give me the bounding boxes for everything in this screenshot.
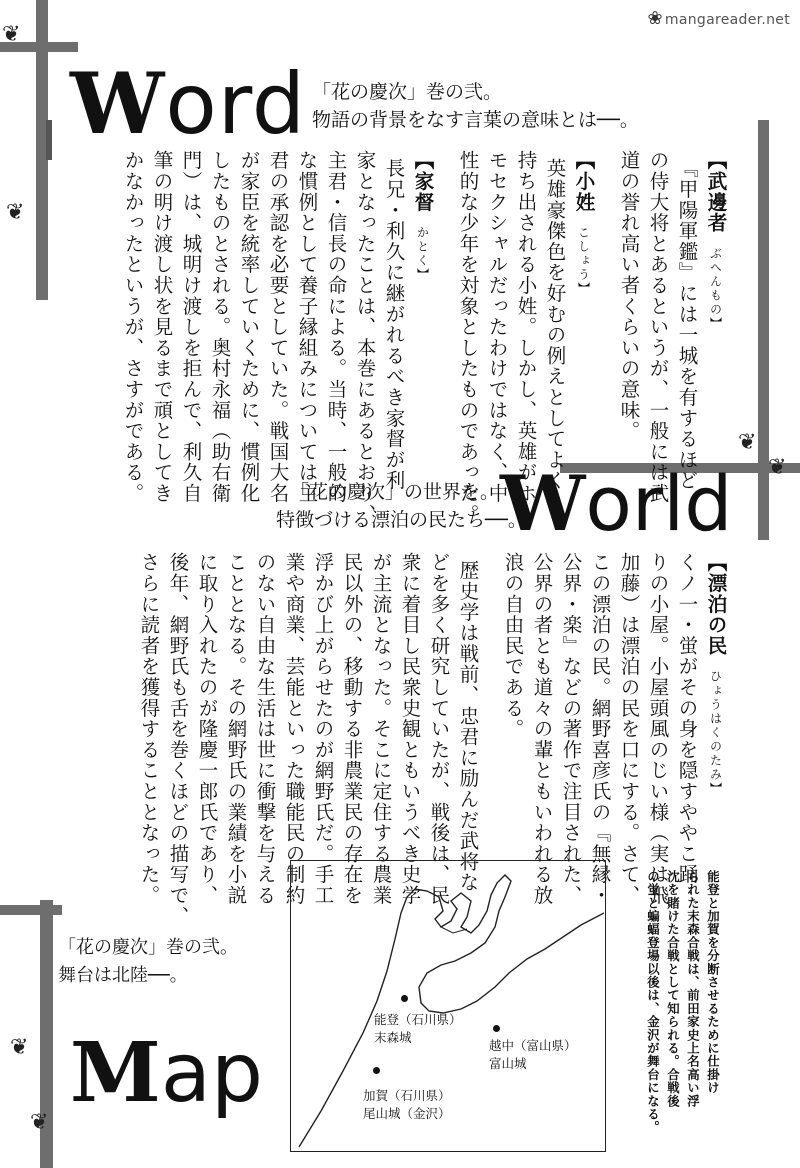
body-text-column: 君の承認を必要としていた。戦国大名 [266,150,290,504]
map-title-rest: ap [160,1026,264,1121]
body-text-column: 筆の明け渡し状を見るまで頑としてき [150,150,174,504]
map-note-column: の蛍と蝙蝠登場以後は、金沢が舞台になる。 [645,870,661,1134]
castle-name: 富山城 [489,1056,527,1071]
body-text-column: こととなる。その網野氏の業績を小説 [224,552,248,906]
body-text-column: 『甲陽軍鑑』には一城を有するほど [675,158,699,491]
leaf-decoration-icon: ❦ [738,430,757,455]
word-title-cap: W [70,54,166,153]
castle-name: 尾山城（金沢） [363,1106,451,1121]
body-text-column: かなかったというが、さすがである。 [121,150,145,504]
word-intro-line-1: 「花の慶次」巻の弐。 [312,81,503,103]
etchu-marker [493,1025,500,1032]
body-text-column: 衆に着目し民衆史観ともいうべき史学 [398,552,422,906]
map-title-cap: M [70,1025,161,1121]
body-text-column: りの小屋。小屋頭風のじい様（実は飛 [646,552,670,906]
world-intro-line-1: 「花の慶次」の世界を。 [290,481,500,503]
watermark-text: mangareader.net [664,12,790,28]
map-note-column: 沈を賭けた合戦として知られる。合戦後 [665,870,681,1108]
term-title: 【家督 [411,150,435,213]
body-text-column: が主流となった。そこに定住する農業 [369,552,393,906]
body-text-column: 長兄・利久に継がれるべき家督が利 [382,158,406,491]
watermark-logo-icon: ❀ [647,8,663,29]
map-intro-line-1: 「花の慶次」巻の弐。 [58,937,238,958]
term-heading [706,552,726,796]
world-title-rest: orld [585,459,733,548]
map-note-column: られた末森合戦は、前田家史上名高い浮 [685,870,701,1108]
term-reading: かとく】 [415,226,430,283]
body-text-column: さらに読者を獲得することとなった。 [137,552,161,906]
term-title: 【漂泊の民 [704,552,728,656]
leaf-decoration-icon: ❦ [768,455,787,480]
body-text-column: 歴史学は戦前、忠君に励んだ武将な [456,560,480,893]
leaf-decoration-icon: ❦ [10,1035,29,1060]
body-text-column: この漂泊の民。網野喜彦氏の『無縁・ [588,552,612,906]
body-text-column: 業や商業、芸能といった職能民の制約 [282,552,306,906]
watermark [648,8,790,29]
body-text-column: 後年、網野氏も舌を巻くほどの描写で、 [166,552,190,927]
body-text-column: したものとされる。奥村永福（助右衛 [208,150,232,504]
body-text-column: が家臣を統率していくために、慣例化 [237,150,261,504]
body-text-column: 道の誉れ高い者くらいの意味。 [617,150,641,442]
noto-marker [401,995,408,1002]
word-title [70,54,307,153]
world-title-cap: W [500,459,586,548]
place-name: 加賀（石川県） [363,1088,451,1103]
place-name: 越中（富山県） [489,1038,577,1053]
body-text-column: な慣例として養子縁組みについては主 [295,150,319,504]
term-reading: ひょうはくのたみ】 [708,670,723,796]
leaf-decoration-icon: ❦ [2,22,21,47]
place-name: 能登（石川県） [374,1012,462,1027]
body-text-column: くノ一・蛍がその身を隠すややこ踊 [675,552,699,885]
body-text-column: 門）は、城明け渡しを拒んで、利久自 [179,150,203,504]
word-intro [312,78,639,134]
place-label-kaga [363,1087,451,1123]
term-reading: ぶへんもの】 [708,247,723,332]
body-text-column: 公界・楽』などの著作で注目された、 [559,552,583,906]
body-text-column: の侍大将とあるというが、一般には武 [646,150,670,504]
world-intro [276,478,527,534]
body-text-column: 加藤）は漂泊の民を口にする。さて、 [617,552,641,906]
body-text-column: 英雄豪傑色を好むの例えとしてよく [543,158,567,491]
term-heading [706,150,726,331]
body-text-column: 性的な少年を対象としたものであった。 [456,150,480,525]
leaf-decoration-icon: ❦ [30,1110,49,1135]
word-intro-line-2: 物語の背景をなす言葉の意味とは──。 [312,109,639,131]
place-label-noto [374,1011,462,1047]
map-intro-line-2: 舞台は北陸──。 [58,965,188,986]
body-text-column: 浪の自由民である。 [501,552,525,740]
term-heading [574,150,594,296]
term-heading [413,150,433,282]
word-title-rest: ord [165,55,307,153]
body-text-column: のない自由な生活は世に衝撃を与える [253,552,277,906]
map-note-column: 能登と加賀を分断させるために仕掛け [705,870,721,1095]
world-title [500,459,733,548]
post-bottom-left-horizontal [0,905,62,915]
term-title: 【武邊者 [704,150,728,234]
body-text-column: 浮かび上がらせたのが網野氏だ。手工 [311,552,335,906]
castle-name: 末森城 [374,1030,412,1045]
place-label-etchu [489,1037,577,1073]
map-intro [58,934,238,990]
body-text-column: 持ち出される小姓。しかし、英雄がホ [514,150,538,504]
body-text-column: モセクシャルだったわけではなく、中 [485,150,509,504]
term-title: 【小姓 [572,150,596,213]
body-text-column: に取り入れたのが隆慶一郎氏であり、 [195,552,219,906]
hokuriku-map [290,860,606,1152]
body-text-column: 公界の者とも道々の輩ともいわれる放 [530,552,554,906]
term-reading: こしょう】 [576,226,591,297]
body-text-column: どを多く研究していたが、戦後は、民 [427,552,451,906]
map-title [70,1025,264,1121]
body-text-column: 家となったことは、本巻にあるとおり、 [353,150,377,525]
kaga-marker [373,1067,380,1074]
body-text-column: 民以外の、移動する非農業民の存在を [340,552,364,906]
leaf-decoration-icon: ❦ [6,200,25,225]
world-intro-line-2: 特徴づける漂泊の民たち──。 [276,509,527,531]
post-top-left-stub [46,120,52,160]
body-text-column: 主君・信長の命による。当時、一般的 [324,150,348,504]
